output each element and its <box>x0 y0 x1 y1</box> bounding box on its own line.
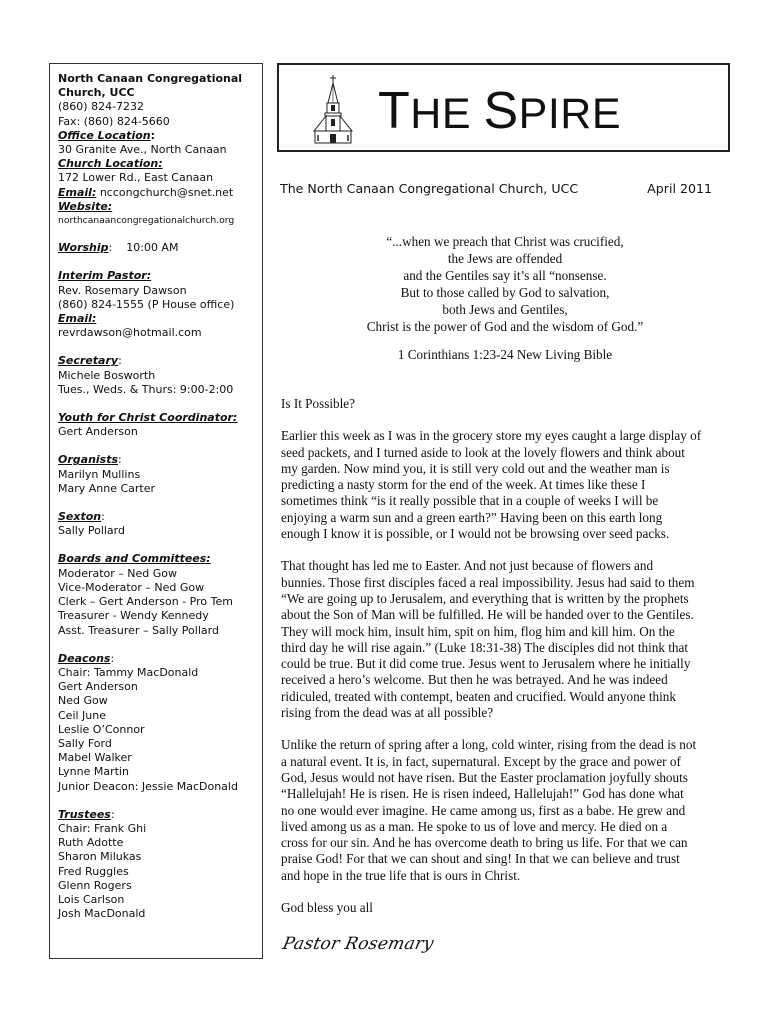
title-pire: PIRE <box>518 90 622 138</box>
organists-colon: : <box>118 453 122 467</box>
newsletter-subtitle <box>280 181 712 196</box>
verse-line: the Jews are offended <box>447 251 563 266</box>
article-line: rising from the dead was at all possible? <box>281 705 494 721</box>
trustee-name: Sharon Milukas <box>58 850 142 864</box>
church-location-label: Church Location: <box>58 157 163 171</box>
scripture-quote <box>280 233 730 335</box>
article-line: sometimes think “is it really possible that in a couple of weeks I will be <box>281 493 659 509</box>
deacons-label: Deacons <box>58 651 111 665</box>
verse-line: and the Gentiles say it’s all “nonsense. <box>403 268 607 283</box>
website-label: Website: <box>58 199 113 213</box>
organist-name: Marilyn Mullins <box>58 467 141 481</box>
church-phone: (860) 824-7232 <box>58 100 145 114</box>
article-heading: Is It Possible? <box>281 396 355 411</box>
title-initial-t: T <box>378 82 411 140</box>
interim-pastor-name: Rev. Rosemary Dawson <box>58 283 187 297</box>
deacon-name: Junior Deacon: Jessie MacDonald <box>58 779 238 793</box>
office-location: 30 Granite Ave., North Canaan <box>58 143 227 157</box>
title-initial-s: S <box>483 82 519 140</box>
interim-pastor-phone: (860) 824-1555 (P House office) <box>58 297 235 311</box>
article-paragraph <box>281 428 729 542</box>
issue-date: April 2011 <box>647 181 712 196</box>
church-name-subtitle: The North Canaan Congregational Church, UCC <box>280 181 579 196</box>
article-line: “Hallelujah! He is risen. He is risen indeed, Hallelujah!” God has done what <box>281 786 684 802</box>
church-fax: Fax: (860) 824-5660 <box>58 114 170 128</box>
trustee-name: Glenn Rogers <box>58 878 132 892</box>
worship-time: : 10:00 AM <box>108 241 179 255</box>
email-label: Email: <box>58 185 97 199</box>
church-email-link[interactable]: nccongchurch@snet.net <box>96 185 234 199</box>
pastor-signature: Pastor Rosemary <box>280 934 436 954</box>
board-member: Moderator – Ned Gow <box>58 566 178 580</box>
sexton-label: Sexton <box>58 510 102 524</box>
article-line: Unlike the return of spring after a long, cold winter, rising from the dead is not <box>281 737 697 753</box>
article-paragraph <box>281 558 729 721</box>
scripture-reference: 1 Corinthians 1:23-24 New Living Bible <box>397 347 613 362</box>
closing-line: God bless you all <box>281 900 373 916</box>
verse-line: “...when we preach that Christ was crucified, <box>386 234 624 249</box>
article-line: could be true. But it did come true. Jesus went to Jerusalem where he initially <box>281 656 691 672</box>
trustee-name: Fred Ruggles <box>58 864 129 878</box>
board-member: Vice-Moderator – Ned Gow <box>58 580 205 594</box>
church-info-sidebar <box>49 63 263 959</box>
pastor-email-label: Email: <box>58 312 97 326</box>
article-line: “We are going up to Jerusalem, and everything that is written by the prophets <box>281 590 689 606</box>
secretary-hours: Tues., Weds. & Thurs: 9:00-2:00 <box>58 382 234 396</box>
sexton-name: Sally Pollard <box>58 524 125 538</box>
organists-label: Organists <box>58 453 119 467</box>
church-name: North Canaan Congregational <box>58 72 243 85</box>
board-member: Clerk – Gert Anderson - Pro Tem <box>58 595 233 609</box>
newsletter-masthead <box>277 63 730 152</box>
church-spire-icon <box>312 75 354 145</box>
article-line: enough I know it is possible, or I would not be browsing over seed packs. <box>281 526 670 542</box>
newsletter-title <box>378 81 621 141</box>
article-line: no one would ever imagine. He came among us, first as a babe. He grew and <box>281 802 686 818</box>
article-line: about the Son of Man will be fulfilled. He will be handed over to the Gentiles. <box>281 607 694 623</box>
worship-label: Worship <box>58 241 109 255</box>
article-line: ridiculed, treated with contempt, beaten and crucified. Would anyone think <box>281 688 676 704</box>
secretary-colon: : <box>118 354 122 368</box>
verse-line: But to those called by God to salvation, <box>400 285 610 300</box>
church-name-cont: Church, UCC <box>58 86 135 100</box>
secretary-label: Secretary <box>58 354 119 368</box>
article-line: seed packets, and I turned aside to look at the lovely flowers and think about <box>281 444 685 460</box>
trustees-label: Trustees <box>58 807 111 821</box>
article-line: and hope in the true life that is ours in Christ. <box>281 867 521 883</box>
title-he: HE <box>410 90 484 138</box>
article-line: praise God! For that we can shout and sing! In that we can believe and trust <box>281 851 680 867</box>
youth-coordinator-name: Gert Anderson <box>58 425 138 439</box>
article-paragraph <box>281 737 729 884</box>
office-location-label: Office Location <box>58 128 151 142</box>
sexton-colon: : <box>101 510 105 524</box>
trustee-name: Lois Carlson <box>58 892 125 906</box>
article-line: Earlier this week as I was in the grocery store my eyes caught a large display of <box>281 428 702 444</box>
deacon-name: Lynne Martin <box>58 765 129 779</box>
article-line: a natural event. It is, in fact, supernatural. Except by the grace and power of <box>281 753 681 769</box>
article-line: predicting a nasty storm for the end of the week. At times like these I <box>281 477 646 493</box>
deacon-name: Chair: Tammy MacDonald <box>58 665 199 679</box>
deacon-name: Mabel Walker <box>58 751 132 765</box>
secretary-name: Michele Bosworth <box>58 368 156 382</box>
boards-label: Boards and Committees: <box>58 552 211 566</box>
article-line: third day he will rise again.” (Luke 18:31-38) The disciples did not think that <box>281 639 689 655</box>
verse-line: Christ is the power of God and the wisdom of God.” <box>366 319 644 334</box>
trustee-name: Chair: Frank Ghi <box>58 821 147 835</box>
website-link[interactable]: northcanaancongregationalchurch.org <box>58 215 235 227</box>
article-line: They will mock him, insult him, spit on him, flog him and kill him. On the <box>281 623 675 639</box>
deacon-name: Leslie O’Connor <box>58 722 145 736</box>
article-line: enjoying a warm sun and a green earth?” Having been on this earth long <box>281 509 663 525</box>
deacon-name: Sally Ford <box>58 736 112 750</box>
deacon-name: Ned Gow <box>58 694 108 708</box>
church-location: 172 Lower Rd., East Canaan <box>58 171 214 185</box>
youth-coordinator-label: Youth for Christ Coordinator: <box>58 411 238 425</box>
article-line: received a hero’s welcome. But then he was betrayed. And he was indeed <box>281 672 668 688</box>
trustees-colon: : <box>110 807 115 821</box>
trustee-name: Josh MacDonald <box>58 907 146 921</box>
board-member: Treasurer - Wendy Kennedy <box>58 609 209 623</box>
verse-line: both Jews and Gentiles, <box>442 302 568 317</box>
board-member: Asst. Treasurer – Sally Pollard <box>58 623 219 637</box>
article-line: cross for our sin. And he has overcome death to bring us life. For that we can <box>281 835 688 851</box>
article-line: That thought has led me to Easter. And not just because of flowers and <box>281 558 654 574</box>
deacon-name: Ceil June <box>58 708 107 722</box>
interim-pastor-label: Interim Pastor: <box>58 269 152 283</box>
article-line: my garden. Now mind you, it is still very cold out and the weather man is <box>281 460 670 476</box>
pastor-article <box>281 396 729 916</box>
deacons-colon: : <box>110 651 115 665</box>
deacon-name: Gert Anderson <box>58 680 138 694</box>
article-line: God, Jesus would not have risen. But the Easter proclamation joyfully shouts <box>281 769 688 785</box>
trustee-name: Ruth Adotte <box>58 836 124 850</box>
article-line: bunnies. Those first disciples faced a real impossibility. Jesus had said to them <box>281 574 695 590</box>
pastor-email-link[interactable]: revrdawson@hotmail.com <box>58 326 202 340</box>
article-line: lived among us as a man. He spoke to us of love and mercy. He died on a <box>281 818 668 834</box>
office-location-colon: : <box>150 128 156 142</box>
organist-name: Mary Anne Carter <box>58 481 156 495</box>
